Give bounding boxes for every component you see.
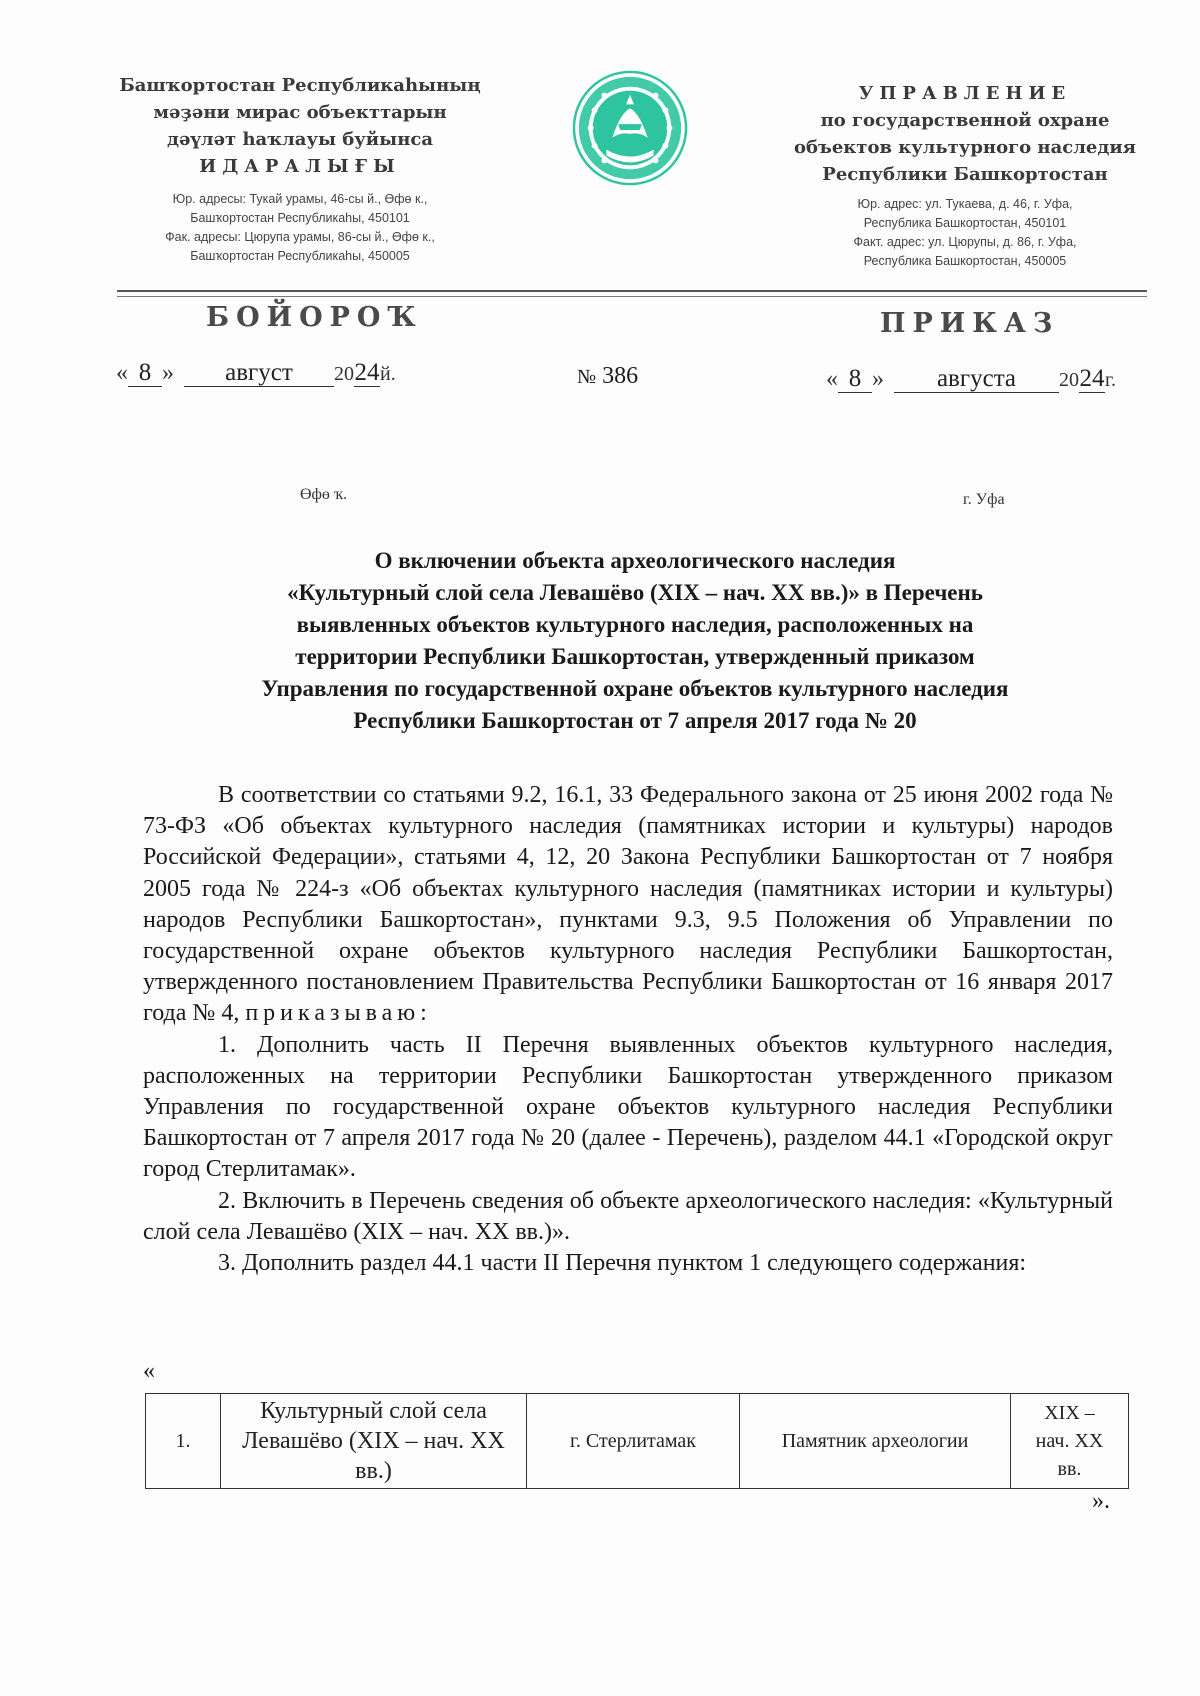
cell-name: Культурный слой села Левашёво (XIX – нач. XX вв.) — [221, 1394, 527, 1489]
document-title — [140, 545, 1130, 737]
quote-close: » — [872, 366, 884, 392]
quote-close: » — [162, 360, 174, 386]
city-right: г. Уфа — [963, 491, 1005, 508]
cell-number: 1. — [146, 1394, 221, 1489]
order-word-bashkir: БОЙОРОҠ — [206, 302, 423, 333]
address-line: Башҡортостан Республикаһы, 450005 — [190, 249, 410, 263]
header-right-agency — [775, 80, 1155, 188]
address-line: Фак. адресы: Цюрупа урамы, 86-сы й., Өфө к., — [165, 230, 435, 244]
header-right-line: объектов культурного наследия — [794, 137, 1136, 158]
date-left — [116, 360, 396, 387]
title-line: территории Республики Башкортостан, утвержденный приказом — [295, 644, 975, 669]
date-left-day: 8 — [128, 360, 162, 387]
year-suffix: г. — [1105, 369, 1116, 391]
header-right-agency-name: УПРАВЛЕНИЕ — [858, 83, 1072, 104]
address-line: Факт. адрес: ул. Цюрупы, д. 86, г. Уфа, — [853, 235, 1077, 249]
item-1: 1. Дополнить часть II Перечня выявленных объектов культурного наследия, расположенных на территории Республики Башкортостан утвержденного приказом Управления по государственной охране объектов культурного наследия Республики Башкортостан от 7 апреля 2017 года № 20 (далее - Перечень), разделом 44.1 «Городской округ город Стерлитамак». — [143, 1031, 1113, 1183]
header-left-line: мәҙәни мирас объекттарын — [153, 102, 447, 123]
register-table — [145, 1393, 1129, 1489]
quote-open: « — [826, 366, 838, 392]
cell-type: Памятник археологии — [740, 1394, 1011, 1489]
year-prefix: 20 — [1059, 369, 1079, 391]
city-left: Өфө ҡ. — [300, 486, 348, 503]
cell-location: г. Стерлитамак — [527, 1394, 740, 1489]
order-number-value: 386 — [602, 363, 639, 389]
year-suffix: й. — [380, 363, 396, 385]
quote-open: « — [116, 360, 128, 386]
item-3: 3. Дополнить раздел 44.1 части II Перечня пунктом 1 следующего содержания: — [218, 1250, 1027, 1277]
table-open-quote: « — [143, 1358, 155, 1384]
address-line: Башҡортостан Республикаһы, 450101 — [190, 211, 410, 225]
header-left-line: дәүләт һаҡлауы буйынса — [166, 129, 433, 150]
order-word: приказываю: — [245, 1000, 432, 1027]
header-left-agency — [110, 72, 490, 180]
number-sign: № — [577, 366, 597, 388]
item-2: 2. Включить в Перечень сведения об объекте археологического наследия: «Культурный слой села Левашёво (XIX – нач. XX вв.)». — [143, 1187, 1113, 1245]
address-line: Юр. адрес: ул. Тукаева, д. 46, г. Уфа, — [857, 197, 1073, 211]
title-line: выявленных объектов культурного наследия, расположенных на — [296, 612, 974, 637]
order-word-russian: ПРИКАЗ — [880, 308, 1060, 339]
header-divider-thin — [117, 296, 1147, 297]
date-right-day: 8 — [838, 366, 872, 393]
header-right-line: Республики Башкортостан — [822, 164, 1108, 185]
header-left-agency-name: ИДАРАЛЫҒЫ — [199, 156, 401, 177]
cell-date: XIX – нач. XX вв. — [1011, 1394, 1129, 1489]
date-right-month: августа — [894, 366, 1059, 393]
header-right-line: по государственной охране — [820, 110, 1110, 131]
document-body — [143, 780, 1113, 1279]
date-right — [826, 366, 1116, 393]
order-number — [577, 363, 638, 390]
header-right-address — [775, 195, 1155, 271]
coat-of-arms-emblem — [571, 69, 689, 187]
address-line: Юр. адресы: Тукай урамы, 46-сы й., Өфө к., — [172, 192, 428, 206]
header-left-address — [110, 190, 490, 266]
preamble-text: В соответствии со статьями 9.2, 16.1, 33 Федерального закона от 25 июня 2002 года № 73-ФЗ «Об объектах культурного наследия (памятниках истории и культуры) народов Российской Федерации», статьями 4, 12, 20 Закона Республики Башкортостан от 7 ноября 2005 года № 224-з «Об объектах культурного наследия (памятниках истории и культуры) народов Республики Башкортостан», пунктами 9.3, 9.5 Положения об Управлении по государственной охране объектов культурного наследия Республики Башкортостан, утвержденного постановлением Правительства Республики Башкортостан от 16 января 2017 года № 4, — [143, 782, 1113, 1027]
date-left-year: 24 — [354, 359, 380, 386]
title-line: О включении объекта археологического наследия — [374, 548, 896, 573]
title-line: Управления по государственной охране объектов культурного наследия — [261, 676, 1009, 701]
address-line: Республика Башкортостан, 450101 — [863, 216, 1067, 230]
title-line: «Культурный слой села Левашёво (XIX – нач. XX вв.)» в Перечень — [287, 580, 983, 605]
header-left-line: Башҡортостан Республикаһының — [119, 75, 481, 96]
header-divider — [117, 290, 1147, 292]
date-right-year: 24 — [1079, 365, 1105, 392]
date-left-month: август — [184, 360, 334, 387]
preamble-paragraph — [143, 780, 1113, 1030]
table-row — [146, 1394, 1129, 1489]
address-line: Республика Башкортостан, 450005 — [863, 254, 1067, 268]
table-close-quote: ». — [1092, 1488, 1110, 1514]
year-prefix: 20 — [334, 363, 354, 385]
title-line: Республики Башкортостан от 7 апреля 2017 года № 20 — [353, 708, 917, 733]
